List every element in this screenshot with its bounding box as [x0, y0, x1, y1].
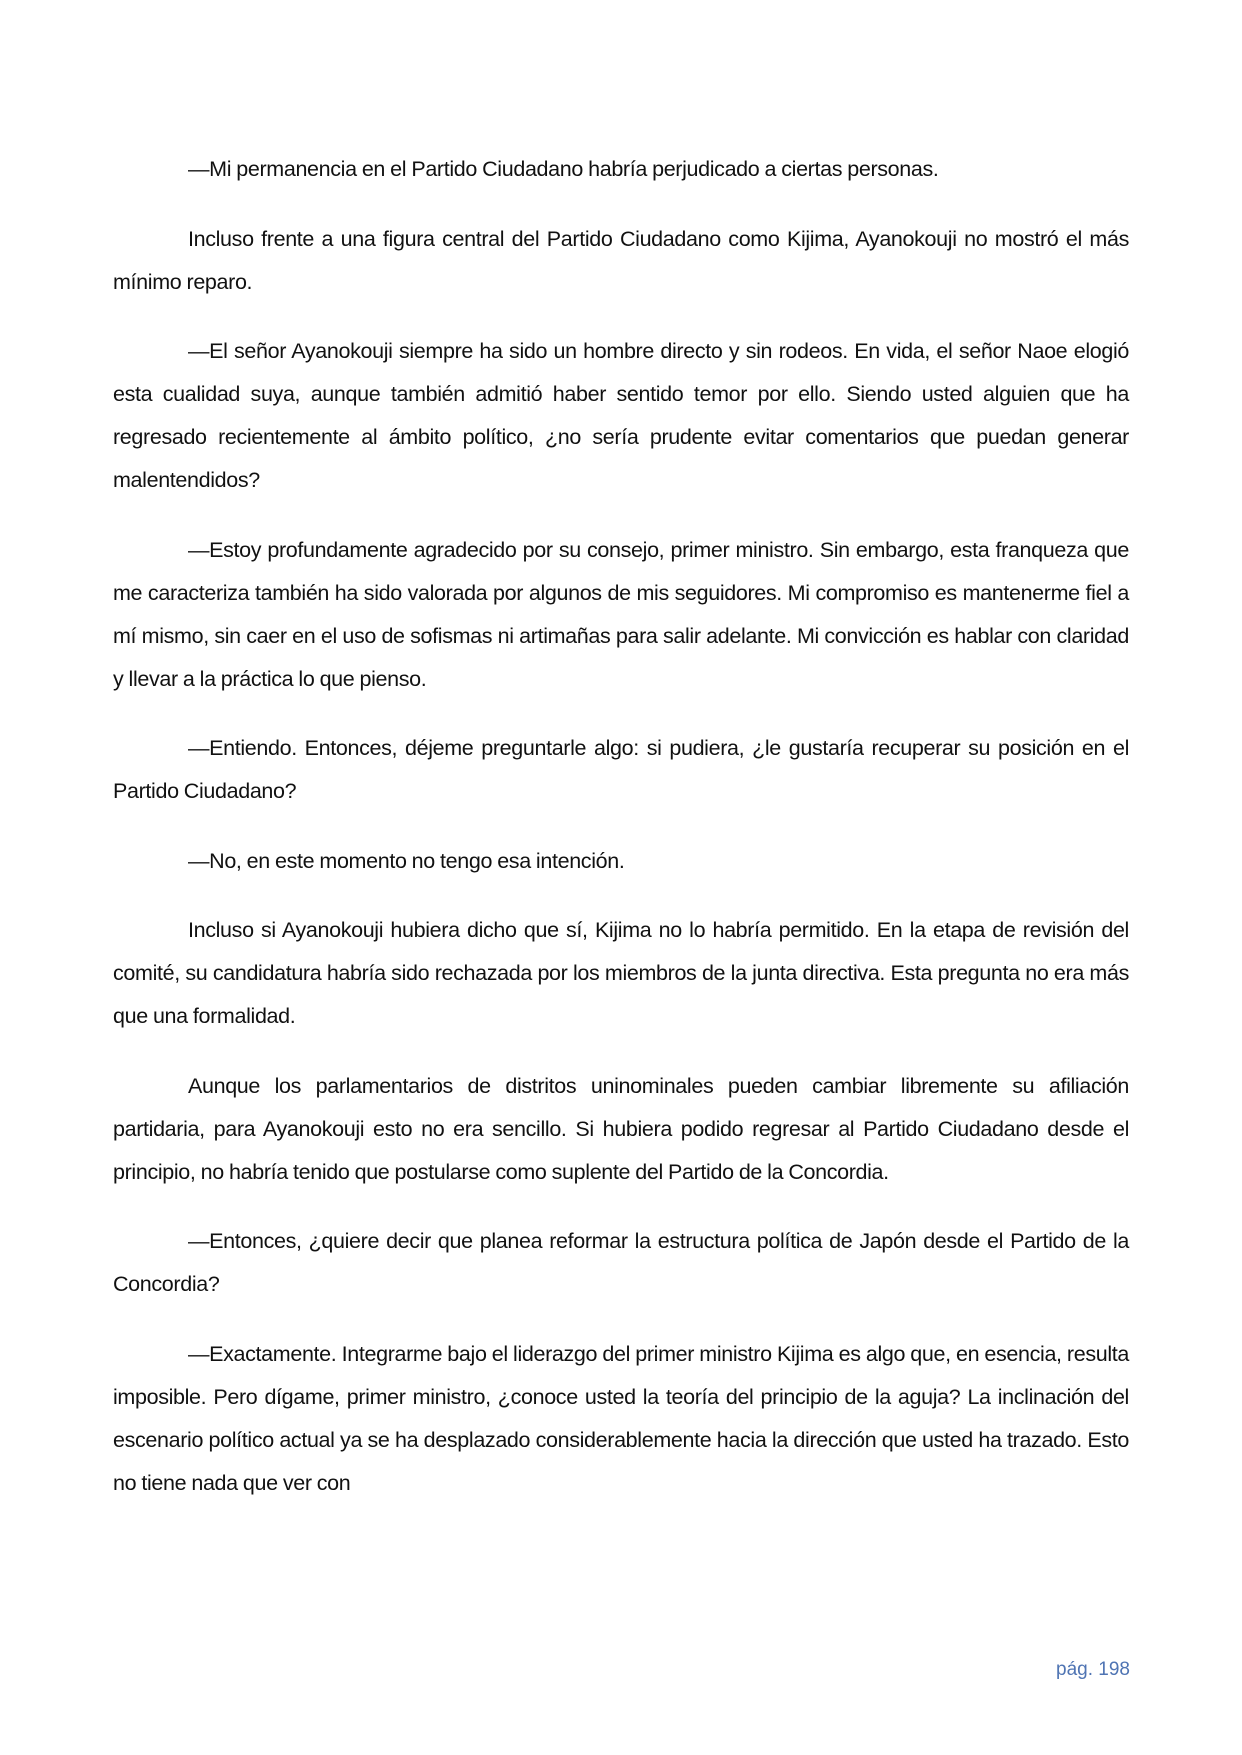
paragraph: —Entiendo. Entonces, déjeme preguntarle algo: si pudiera, ¿le gustaría recuperar su posición en el Partido Ciudadano?	[113, 736, 1129, 803]
paragraph: —No, en este momento no tengo esa intención.	[188, 848, 625, 873]
paragraph: Aunque los parlamentarios de distritos uninominales pueden cambiar libremente su afiliación partidaria, para Ayanokouji esto no era sencillo. Si hubiera podido regresar al Partido Ciudadano desde el principio, no habría tenido que postularse como suplente del Partido de la Concordia.	[113, 1073, 1129, 1184]
paragraph: —El señor Ayanokouji siempre ha sido un hombre directo y sin rodeos. En vida, el señor Naoe elogió esta cualidad suya, aunque también admitió haber sentido temor por ello. Siendo usted alguien que ha regresado recientemente al ámbito político, ¿no sería prudente evitar comentarios que puedan generar malentendidos?	[113, 339, 1129, 492]
paragraph: —Exactamente. Integrarme bajo el liderazgo del primer ministro Kijima es algo que, en esencia, resulta imposible. Pero dígame, primer ministro, ¿conoce usted la teoría del principio de la aguja? La inclinación del escenario político actual ya se ha desplazado considerablemente hacia la dirección que usted ha trazado. Esto no tiene nada que ver con	[113, 1341, 1129, 1495]
paragraph: —Estoy profundamente agradecido por su consejo, primer ministro. Sin embargo, esta franqueza que me caracteriza también ha sido valorada por algunos de mis seguidores. Mi compromiso es mantenerme fiel a mí mismo, sin caer en el uso de sofismas ni artimañas para salir adelante. Mi convicción es hablar con claridad y llevar a la práctica lo que pienso.	[113, 537, 1129, 691]
paragraph: —Entonces, ¿quiere decir que planea reformar la estructura política de Japón desde el Partido de la Concordia?	[113, 1229, 1129, 1296]
page-number: pág. 198	[1056, 1659, 1130, 1680]
body-text	[113, 148, 1129, 1531]
paragraph: Incluso si Ayanokouji hubiera dicho que sí, Kijima no lo habría permitido. En la etapa de revisión del comité, su candidatura habría sido rechazada por los miembros de la junta directiva. Esta pregunta no era más que una formalidad.	[113, 918, 1129, 1028]
paragraph: —Mi permanencia en el Partido Ciudadano habría perjudicado a ciertas personas.	[188, 157, 939, 181]
paragraph: Incluso frente a una figura central del Partido Ciudadano como Kijima, Ayanokouji no mostró el más mínimo reparo.	[113, 226, 1129, 294]
